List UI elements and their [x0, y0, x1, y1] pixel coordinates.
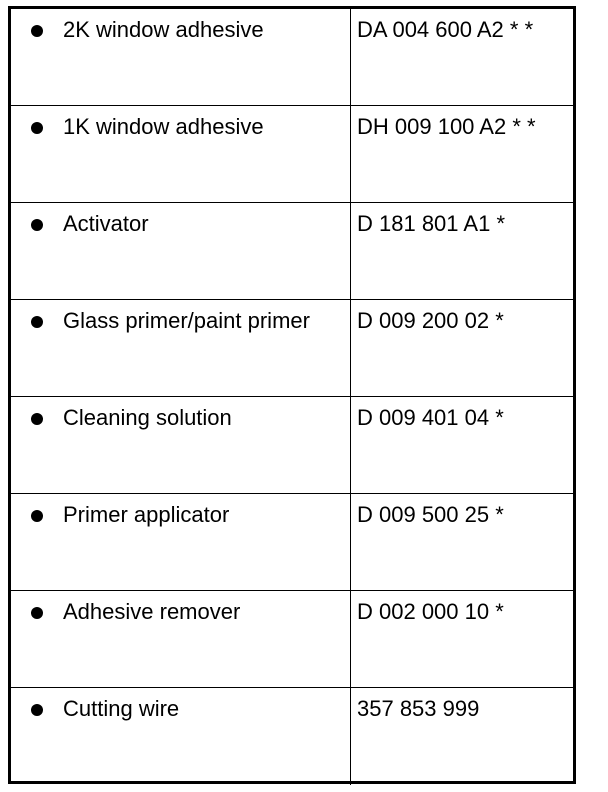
item-name-cell — [11, 9, 351, 105]
item-name-cell — [11, 688, 351, 785]
item-name: 1K window adhesive — [63, 114, 264, 139]
bullet-icon — [31, 704, 43, 716]
part-number: D 009 401 04 * — [357, 405, 504, 430]
item-name: Adhesive remover — [63, 599, 241, 624]
item-name-cell — [11, 397, 351, 493]
table-row — [11, 203, 573, 300]
part-number: D 002 000 10 * — [357, 599, 504, 624]
part-number: DH 009 100 A2 * * — [357, 114, 536, 139]
item-name: Cutting wire — [63, 696, 180, 721]
item-name-cell — [11, 494, 351, 590]
item-name: Glass primer/paint primer — [63, 308, 310, 333]
item-name: Cleaning solution — [63, 405, 232, 430]
table-row — [11, 591, 573, 688]
table-row — [11, 106, 573, 203]
item-name-cell — [11, 203, 351, 299]
table-row — [11, 300, 573, 397]
part-number: D 181 801 A1 * — [357, 211, 506, 236]
bullet-icon — [31, 607, 43, 619]
table-row — [11, 397, 573, 494]
bullet-icon — [31, 219, 43, 231]
part-number: D 009 500 25 * — [357, 502, 504, 527]
bullet-icon — [31, 122, 43, 134]
item-name-cell — [11, 591, 351, 687]
item-name-cell — [11, 106, 351, 202]
part-number: 357 853 999 — [357, 696, 480, 721]
item-name: 2K window adhesive — [63, 17, 264, 42]
item-name: Activator — [63, 211, 149, 236]
parts-table — [8, 6, 576, 784]
item-name-cell — [11, 300, 351, 396]
bullet-icon — [31, 316, 43, 328]
table-row — [11, 688, 573, 785]
item-name: Primer applicator — [63, 502, 230, 527]
table-row — [11, 9, 573, 106]
part-number: DA 004 600 A2 * * — [357, 17, 534, 42]
part-number: D 009 200 02 * — [357, 308, 504, 333]
table-row — [11, 494, 573, 591]
bullet-icon — [31, 25, 43, 37]
bullet-icon — [31, 510, 43, 522]
bullet-icon — [31, 413, 43, 425]
